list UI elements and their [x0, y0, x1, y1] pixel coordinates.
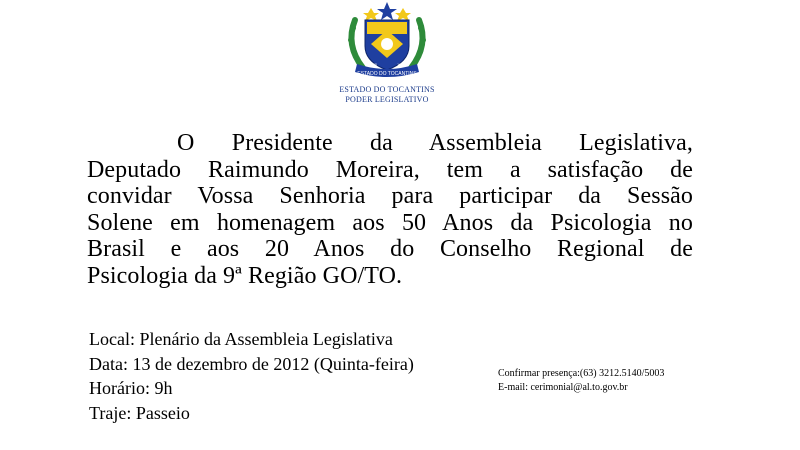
event-date: Data: 13 de dezembro de 2012 (Quinta-feira): [89, 353, 414, 374]
rsvp-contact: [498, 367, 664, 395]
invitation-line: Psicologia da 9ª Região GO/TO.: [87, 262, 403, 289]
tocantins-coat-of-arms-icon: [341, 0, 433, 84]
event-details: [89, 327, 414, 425]
invitation-line: convidar Vossa Senhoria para participar da Sessão: [87, 183, 693, 210]
event-dress-code: Traje: Passeio: [89, 402, 190, 423]
letterhead: [300, 85, 474, 105]
invitation-line: O Presidente da Assembleia Legislativa,: [177, 130, 693, 156]
invitation-text: [87, 130, 693, 290]
rsvp-email: E-mail: cerimonial@al.to.gov.br: [498, 382, 628, 393]
event-time: Horário: 9h: [89, 378, 173, 398]
svg-text:1989: 1989: [397, 63, 405, 67]
svg-text:ESTADO DO TOCANTINS: ESTADO DO TOCANTINS: [357, 71, 417, 77]
invitation-line: Deputado Raimundo Moreira, tem a satisfação de: [87, 156, 693, 183]
legislative-branch: PODER LEGISLATIVO: [345, 95, 429, 104]
invitation-line: Solene em homenagem aos 50 Anos da Psicologia no: [87, 209, 693, 236]
event-location: Local: Plenário da Assembleia Legislativa: [89, 329, 393, 349]
invitation-line: Brasil e aos 20 Anos do Conselho Regional de: [87, 236, 693, 263]
svg-text:1988: 1988: [369, 63, 377, 67]
state-name: ESTADO DO TOCANTINS: [339, 85, 435, 94]
rsvp-phone: Confirmar presença:(63) 3212.5140/5003: [498, 368, 665, 379]
